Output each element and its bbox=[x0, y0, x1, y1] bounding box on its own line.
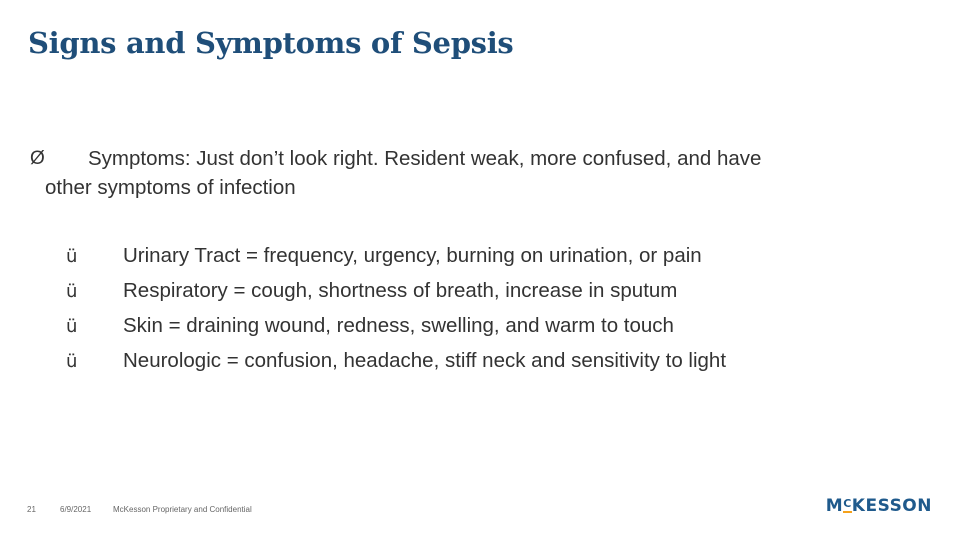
list-item bbox=[66, 343, 726, 378]
list-item-text: Skin = draining wound, redness, swelling, and warm to touch bbox=[123, 314, 674, 337]
symptom-list bbox=[66, 238, 726, 378]
page-number: 21 bbox=[27, 505, 36, 514]
checkmark-icon: ü bbox=[66, 246, 78, 267]
list-item-text: Urinary Tract = frequency, urgency, burning on urination, or pain bbox=[123, 244, 702, 267]
list-item-text: Neurologic = confusion, headache, stiff neck and sensitivity to light bbox=[123, 349, 727, 372]
list-item bbox=[66, 273, 726, 308]
checkmark-icon: ü bbox=[66, 281, 78, 302]
list-item-text: Respiratory = cough, shortness of breath, increase in sputum bbox=[123, 279, 678, 302]
list-item bbox=[66, 308, 726, 343]
main-bullet bbox=[30, 144, 910, 202]
footer-date: 6/9/2021 bbox=[60, 505, 92, 514]
main-bullet-line1: Symptoms: Just don’t look right. Resident weak, more confused, and have bbox=[88, 147, 762, 170]
logo-accent: C bbox=[843, 497, 852, 510]
arrow-bullet-icon: Ø bbox=[30, 148, 45, 169]
mckesson-logo: MCKESSON bbox=[825, 496, 932, 516]
footer-confidential: McKesson Proprietary and Confidential bbox=[113, 505, 252, 514]
list-item bbox=[66, 238, 726, 273]
slide-title: Signs and Symptoms of Sepsis bbox=[28, 26, 514, 60]
checkmark-icon: ü bbox=[66, 316, 78, 337]
checkmark-icon: ü bbox=[66, 351, 78, 372]
main-bullet-line2: other symptoms of infection bbox=[45, 176, 296, 199]
